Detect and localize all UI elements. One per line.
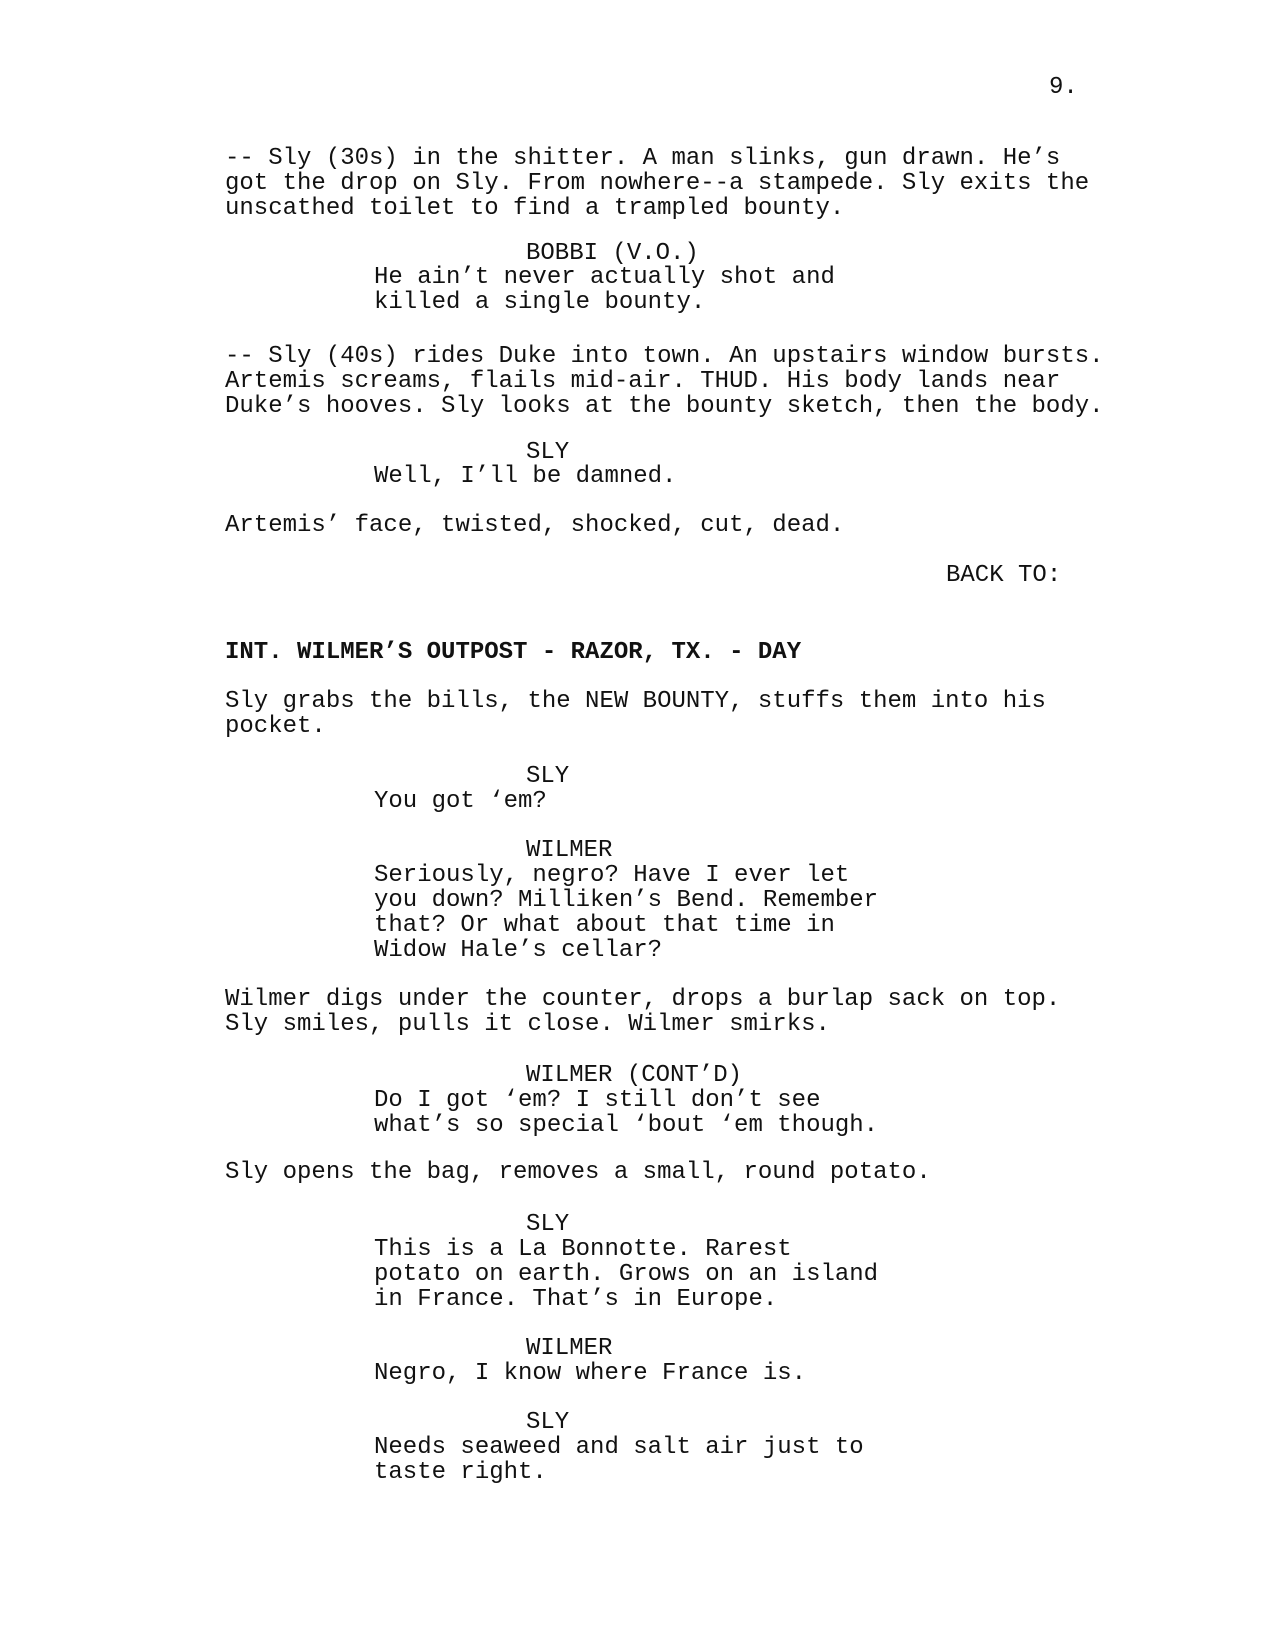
- transition: BACK TO:: [946, 562, 1062, 589]
- character-name: WILMER (CONT’D): [526, 1062, 743, 1089]
- page-number: 9.: [1049, 74, 1078, 101]
- action-line: Wilmer digs under the counter, drops a burlap sack on top. Sly smiles, pulls it close. Wilmer smirks.: [225, 986, 1061, 1038]
- character-name: BOBBI (V.O.): [526, 240, 699, 267]
- scene-heading: INT. WILMER’S OUTPOST - RAZOR, TX. - DAY: [225, 639, 802, 666]
- character-name: SLY: [526, 1409, 570, 1436]
- action-line: Sly opens the bag, removes a small, round potato.: [225, 1159, 931, 1186]
- character-name: WILMER: [526, 1335, 613, 1362]
- dialogue: Well, I’ll be damned.: [374, 463, 677, 490]
- dialogue: This is a La Bonnotte. Rarest potato on earth. Grows on an island in France. That’s in Europe.: [374, 1236, 879, 1313]
- dialogue: He ain’t never actually shot and killed a single bounty.: [374, 264, 835, 316]
- character-name: WILMER: [526, 837, 613, 864]
- action-line: -- Sly (40s) rides Duke into town. An upstairs window bursts. Artemis screams, flails mid-air. THUD. His body lands near Duke’s hooves. Sly looks at the bounty sketch, then the body.: [225, 343, 1104, 420]
- action-line: Sly grabs the bills, the NEW BOUNTY, stuffs them into his pocket.: [225, 688, 1046, 740]
- action-line: Artemis’ face, twisted, shocked, cut, dead.: [225, 512, 845, 539]
- action-line: -- Sly (30s) in the shitter. A man slinks, gun drawn. He’s got the drop on Sly. From nowhere--a stampede. Sly exits the unscathed toilet to find a trampled bounty.: [225, 145, 1090, 222]
- character-name: SLY: [526, 1211, 570, 1238]
- dialogue: Do I got ‘em? I still don’t see what’s so special ‘bout ‘em though.: [374, 1087, 879, 1139]
- dialogue: Seriously, negro? Have I ever let you down? Milliken’s Bend. Remember that? Or what about that time in Widow Hale’s cellar?: [374, 862, 879, 964]
- dialogue: Negro, I know where France is.: [374, 1360, 807, 1387]
- character-name: SLY: [526, 439, 570, 466]
- dialogue: You got ‘em?: [374, 788, 547, 815]
- dialogue: Needs seaweed and salt air just to taste right.: [374, 1434, 864, 1486]
- character-name: SLY: [526, 763, 570, 790]
